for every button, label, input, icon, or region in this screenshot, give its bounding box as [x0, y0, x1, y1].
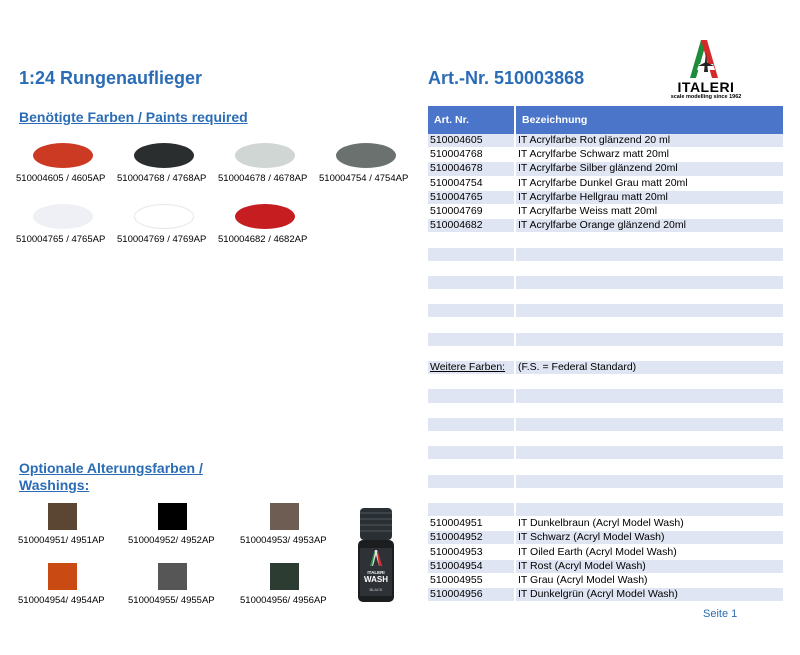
logo-tagline: scale modelling since 1962 — [670, 94, 742, 100]
table-row — [428, 545, 784, 559]
table-row — [428, 290, 784, 304]
wash-code: 510004956/ 4956AP — [240, 595, 327, 606]
table-row — [428, 488, 784, 502]
cell-bezeichnung: IT Acrylfarbe Orange glänzend 20ml — [515, 219, 784, 233]
cell-art-nr: 510004765 — [428, 190, 515, 204]
table-row — [428, 573, 784, 587]
cell-art-nr — [428, 247, 515, 261]
paint-swatch — [235, 143, 295, 168]
table-row — [428, 389, 784, 403]
bottle-brand: ITALERI — [367, 570, 385, 575]
cell-bezeichnung: (F.S. = Federal Standard) — [515, 361, 784, 375]
cell-art-nr — [428, 261, 515, 275]
cell-art-nr — [428, 460, 515, 474]
table-body — [428, 134, 784, 616]
washings-heading-line1: Optionale Alterungsfarben / — [19, 460, 203, 476]
washings-heading — [19, 460, 203, 494]
cell-art-nr — [428, 318, 515, 332]
cell-art-nr — [428, 233, 515, 247]
cell-art-nr: 510004953 — [428, 545, 515, 559]
cell-bezeichnung: IT Acrylfarbe Silber glänzend 20ml — [515, 162, 784, 176]
cell-bezeichnung — [515, 318, 784, 332]
paint-swatch — [336, 143, 396, 168]
cell-bezeichnung: IT Acrylfarbe Weiss matt 20ml — [515, 204, 784, 218]
table-row — [428, 531, 784, 545]
table-row — [428, 431, 784, 445]
cell-bezeichnung: IT Dunkelbraun (Acryl Model Wash) — [515, 517, 784, 531]
table-row — [428, 247, 784, 261]
cell-art-nr: 510004768 — [428, 148, 515, 162]
table-row — [428, 403, 784, 417]
paint-swatch — [33, 204, 93, 229]
cell-art-nr — [428, 346, 515, 360]
cell-art-nr — [428, 290, 515, 304]
wash-bottle-image — [357, 508, 395, 603]
cell-art-nr: 510004754 — [428, 176, 515, 190]
cell-art-nr: 510004678 — [428, 162, 515, 176]
cell-bezeichnung: IT Acrylfarbe Dunkel Grau matt 20ml — [515, 176, 784, 190]
cell-bezeichnung — [515, 446, 784, 460]
table-row — [428, 417, 784, 431]
cell-bezeichnung — [515, 290, 784, 304]
table-row — [428, 346, 784, 360]
cell-bezeichnung — [515, 261, 784, 275]
cell-bezeichnung: IT Rost (Acryl Model Wash) — [515, 559, 784, 573]
cell-bezeichnung: IT Oiled Earth (Acryl Model Wash) — [515, 545, 784, 559]
cell-art-nr: 510004769 — [428, 204, 515, 218]
cell-bezeichnung — [515, 403, 784, 417]
table-row — [428, 204, 784, 218]
table-row — [428, 375, 784, 389]
table-row — [428, 361, 784, 375]
cell-art-nr — [428, 417, 515, 431]
table-row — [428, 502, 784, 516]
table-row — [428, 304, 784, 318]
cell-bezeichnung: IT Grau (Acryl Model Wash) — [515, 573, 784, 587]
cell-bezeichnung — [515, 502, 784, 516]
cell-bezeichnung — [515, 247, 784, 261]
article-number: Art.-Nr. 510003868 — [428, 68, 585, 88]
cell-bezeichnung: IT Dunkelgrün (Acryl Model Wash) — [515, 588, 784, 602]
paint-swatch — [134, 143, 194, 168]
cell-art-nr — [428, 474, 515, 488]
cell-art-nr — [428, 389, 515, 403]
bottle-label: WASH — [364, 575, 388, 584]
cell-art-nr — [428, 488, 515, 502]
paint-code: 510004754 / 4754AP — [319, 173, 409, 184]
paint-code: 510004765 / 4765AP — [16, 234, 106, 245]
paint-table — [428, 106, 785, 616]
cell-art-nr — [428, 502, 515, 516]
cell-bezeichnung — [515, 602, 784, 616]
cell-art-nr — [428, 446, 515, 460]
cell-art-nr: Weitere Farben: — [428, 361, 515, 375]
cell-art-nr: 510004951 — [428, 517, 515, 531]
cell-bezeichnung — [515, 488, 784, 502]
cell-bezeichnung — [515, 332, 784, 346]
paint-code: 510004678 / 4678AP — [218, 173, 308, 184]
table-row — [428, 588, 784, 602]
cell-art-nr: 510004682 — [428, 219, 515, 233]
logo-text: ITALERI — [677, 79, 735, 95]
wash-code: 510004953/ 4953AP — [240, 535, 327, 546]
paint-swatch — [235, 204, 295, 229]
cell-bezeichnung: IT Acrylfarbe Rot glänzend 20 ml — [515, 134, 784, 148]
cell-art-nr — [428, 375, 515, 389]
page-title: 1:24 Rungenauflieger — [19, 68, 203, 88]
cell-art-nr: 510004605 — [428, 134, 515, 148]
paint-code: 510004605 / 4605AP — [16, 173, 106, 184]
table-row — [428, 332, 784, 346]
cell-bezeichnung — [515, 233, 784, 247]
column-header-bezeichnung: Bezeichnung — [515, 106, 784, 134]
table-row — [428, 474, 784, 488]
cell-art-nr: 510004954 — [428, 559, 515, 573]
paint-swatch — [33, 143, 93, 168]
cell-bezeichnung — [515, 417, 784, 431]
wash-swatch — [48, 563, 77, 590]
table-row — [428, 134, 784, 148]
cell-bezeichnung — [515, 389, 784, 403]
table-row — [428, 517, 784, 531]
cell-bezeichnung: IT Schwarz (Acryl Model Wash) — [515, 531, 784, 545]
wash-swatch — [270, 503, 299, 530]
cell-bezeichnung — [515, 375, 784, 389]
table-row — [428, 233, 784, 247]
wash-swatch — [158, 563, 187, 590]
table-row — [428, 275, 784, 289]
cell-bezeichnung — [515, 346, 784, 360]
table-row — [428, 261, 784, 275]
cell-art-nr — [428, 304, 515, 318]
wash-code: 510004954/ 4954AP — [18, 595, 105, 606]
paint-code: 510004768 / 4768AP — [117, 173, 207, 184]
washings-heading-line2: Washings: — [19, 477, 90, 493]
cell-bezeichnung — [515, 474, 784, 488]
cell-bezeichnung: IT Acrylfarbe Schwarz matt 20ml — [515, 148, 784, 162]
cell-art-nr: 510004952 — [428, 531, 515, 545]
wash-code: 510004952/ 4952AP — [128, 535, 215, 546]
italeri-logo — [668, 38, 744, 102]
table-row — [428, 176, 784, 190]
column-header-art-nr: Art. Nr. — [428, 106, 515, 134]
wash-swatch — [158, 503, 187, 530]
cell-art-nr — [428, 332, 515, 346]
cell-art-nr — [428, 275, 515, 289]
cell-bezeichnung — [515, 275, 784, 289]
table-header-row — [428, 106, 784, 134]
table-row — [428, 148, 784, 162]
bottle-sub: BLACK — [369, 587, 383, 592]
cell-art-nr — [428, 602, 515, 616]
cell-art-nr: 510004956 — [428, 588, 515, 602]
wash-code: 510004955/ 4955AP — [128, 595, 215, 606]
paints-heading: Benötigte Farben / Paints required — [19, 109, 248, 125]
paint-swatch — [134, 204, 194, 229]
cell-bezeichnung: IT Acrylfarbe Hellgrau matt 20ml — [515, 190, 784, 204]
cell-art-nr — [428, 431, 515, 445]
italeri-a-icon — [668, 38, 744, 80]
table-row — [428, 460, 784, 474]
page-number: Seite 1 — [703, 608, 738, 620]
table-row — [428, 162, 784, 176]
cell-bezeichnung — [515, 431, 784, 445]
wash-swatch — [48, 503, 77, 530]
paint-code: 510004769 / 4769AP — [117, 234, 207, 245]
table-row — [428, 559, 784, 573]
paint-code: 510004682 / 4682AP — [218, 234, 308, 245]
cell-bezeichnung — [515, 460, 784, 474]
table-row — [428, 446, 784, 460]
cell-bezeichnung — [515, 304, 784, 318]
table-row — [428, 190, 784, 204]
wash-code: 510004951/ 4951AP — [18, 535, 105, 546]
table-row — [428, 318, 784, 332]
cell-art-nr — [428, 403, 515, 417]
cell-art-nr: 510004955 — [428, 573, 515, 587]
table-row — [428, 219, 784, 233]
wash-swatch — [270, 563, 299, 590]
